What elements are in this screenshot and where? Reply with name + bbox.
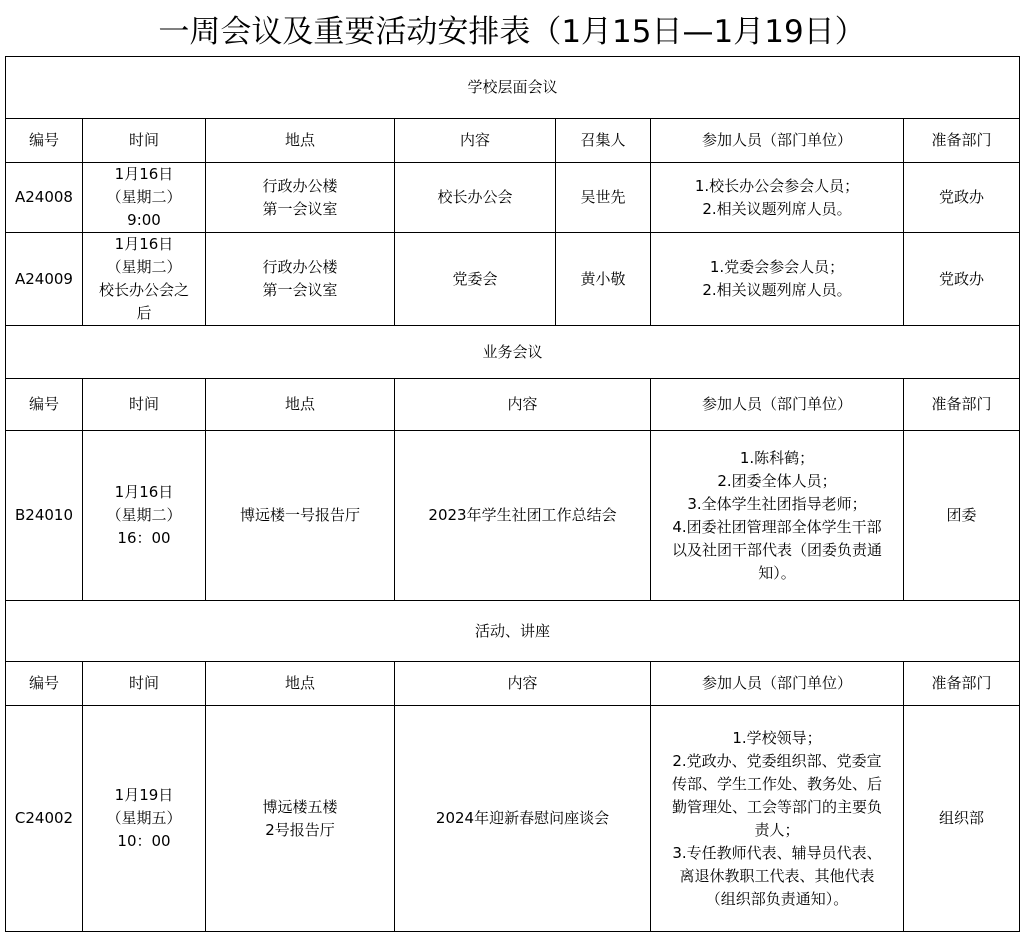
time-line: 9:00 [127,211,161,229]
time-line: 1月19日 [114,786,174,804]
place-line: 行政办公楼 [262,176,338,195]
cell-participants [651,233,904,326]
cell-time [83,706,206,932]
time-line: （星期二） [106,506,182,524]
participant-line: 2.团委全体人员； [717,471,837,490]
cell-id: B24010 [6,431,83,601]
header-dept: 准备部门 [904,662,1020,706]
time-line: 10：00 [117,832,171,850]
participant-line: 知）。 [758,563,796,582]
cell-content: 2023年学生社团工作总结会 [395,431,651,601]
cell-dept: 党政办 [904,233,1020,326]
cell-content: 校长办公会 [395,163,556,233]
header-content: 内容 [395,119,556,163]
schedule-table [5,56,1020,932]
section-title: 学校层面会议 [6,57,1020,119]
participant-line: 传部、学生工作处、教务处、后 [671,774,882,793]
cell-participants [651,163,904,233]
cell-time [83,233,206,326]
header-time: 时间 [83,662,206,706]
cell-dept: 组织部 [904,706,1020,932]
header-id: 编号 [6,379,83,431]
participant-line: 2.党政办、党委组织部、党委宣 [672,751,882,770]
header-id: 编号 [6,662,83,706]
time-line: （星期五） [106,809,182,827]
place-line: 2号报告厅 [265,820,335,839]
participant-line: （组织部负责通知）。 [705,889,849,908]
header-place: 地点 [206,379,395,431]
time-line: 16：00 [117,529,171,547]
time-line: 校长办公会之 [98,281,189,299]
header-participants: 参加人员（部门单位） [651,119,904,163]
header-place: 地点 [206,119,395,163]
time-line: 1月16日 [114,235,174,253]
cell-id: C24002 [6,706,83,932]
header-participants: 参加人员（部门单位） [651,379,904,431]
table-row [6,163,1020,233]
participant-line: 责人； [754,820,800,839]
participant-line: 以及社团干部代表（团委负责通 [671,540,882,559]
place-line: 第一会议室 [262,199,338,218]
table-row [6,431,1020,601]
header-content: 内容 [395,662,651,706]
place-line: 行政办公楼 [262,258,338,276]
header-place: 地点 [206,662,395,706]
participant-line: 2.相关议题列席人员。 [702,281,852,299]
time-line: （星期二） [106,258,182,276]
header-id: 编号 [6,119,83,163]
cell-convener: 吴世先 [556,163,651,233]
table-row [6,233,1020,326]
time-line: （星期二） [106,188,182,206]
header-convener: 召集人 [556,119,651,163]
cell-dept: 团委 [904,431,1020,601]
participant-line: 1.党委会参会人员； [709,258,845,276]
time-line: 1月16日 [114,165,174,183]
cell-place [206,233,395,326]
participant-line: 3.专任教师代表、辅导员代表、 [672,843,882,862]
cell-content: 2024年迎新春慰问座谈会 [395,706,651,932]
participant-line: 离退休教职工代表、其他代表 [679,866,875,885]
participant-line: 1.学校领导； [732,728,822,747]
cell-participants [651,431,904,601]
participant-line: 1.陈科鹤； [739,448,815,467]
place-line: 博远楼一号报告厅 [239,506,360,524]
cell-content: 党委会 [395,233,556,326]
participant-line: 勤管理处、工会等部门的主要负 [671,797,882,816]
cell-convener: 黄小敬 [556,233,651,326]
place-line: 博远楼五楼 [262,797,338,816]
header-time: 时间 [83,379,206,431]
time-line: 后 [136,304,152,322]
cell-place [206,163,395,233]
section-title: 活动、讲座 [6,601,1020,662]
participant-line: 3.全体学生社团指导老师； [687,494,867,513]
header-time: 时间 [83,119,206,163]
header-content: 内容 [395,379,651,431]
table-row [6,706,1020,932]
page-title: 一周会议及重要活动安排表（1月15日—1月19日） [158,13,866,50]
place-line: 第一会议室 [262,281,338,299]
cell-dept: 党政办 [904,163,1020,233]
header-dept: 准备部门 [904,379,1020,431]
cell-place [206,431,395,601]
cell-time [83,431,206,601]
cell-time [83,163,206,233]
cell-place [206,706,395,932]
time-line: 1月16日 [114,483,174,501]
participant-line: 4.团委社团管理部全体学生干部 [672,517,882,536]
participant-line: 1.校长办公会参会人员； [694,176,860,195]
cell-id: A24009 [6,233,83,326]
header-dept: 准备部门 [904,119,1020,163]
section-title: 业务会议 [6,326,1020,379]
header-participants: 参加人员（部门单位） [651,662,904,706]
cell-participants [651,706,904,932]
participant-line: 2.相关议题列席人员。 [702,199,852,218]
cell-id: A24008 [6,163,83,233]
